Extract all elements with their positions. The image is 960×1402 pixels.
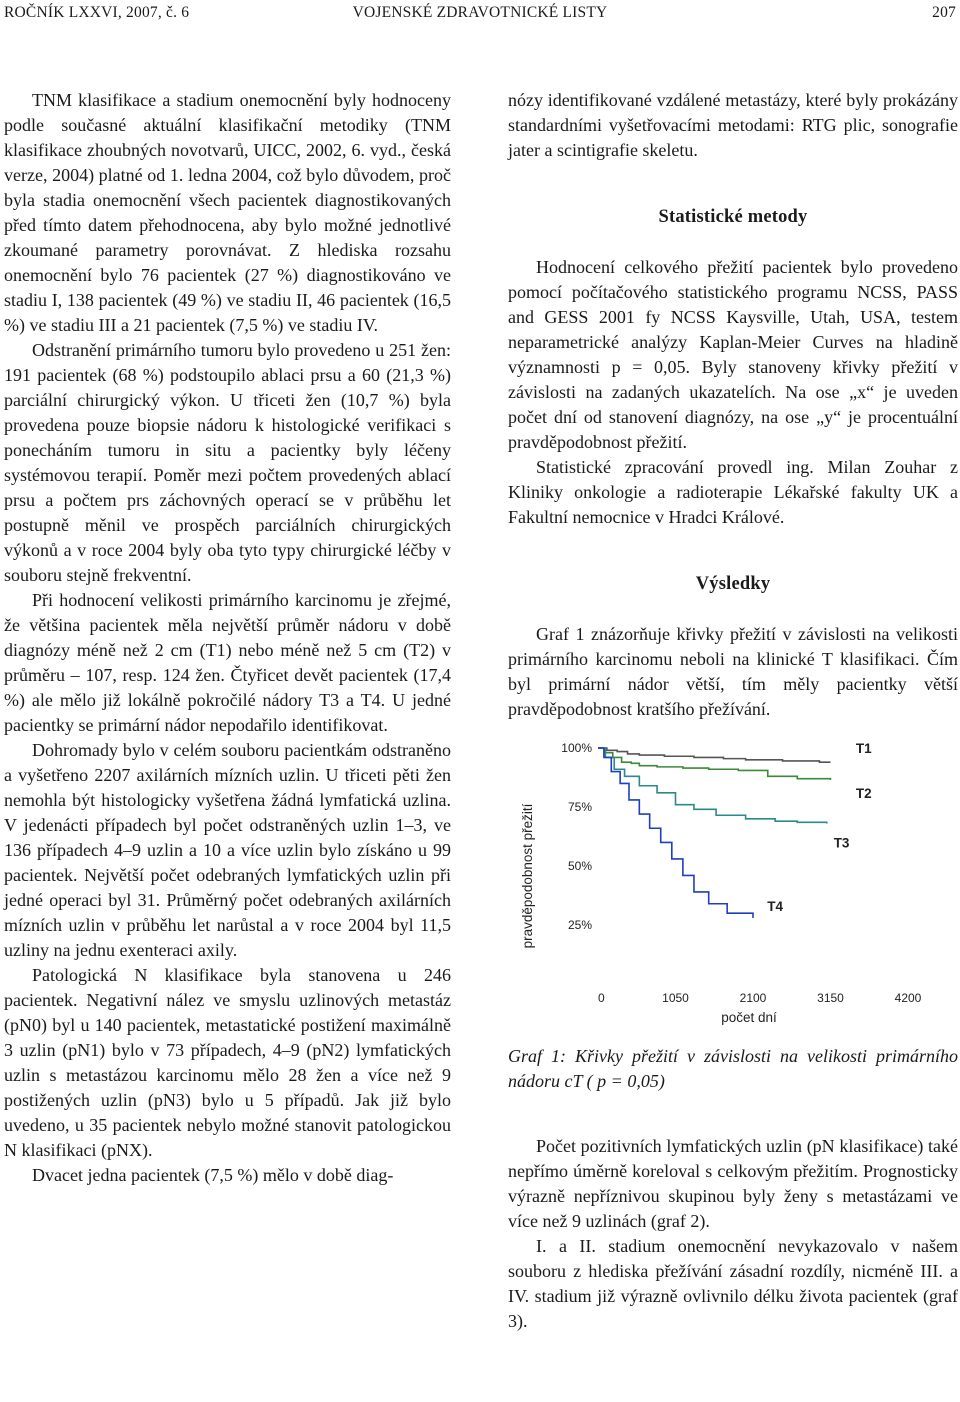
paragraph-metastases-start: Dvacet jedna pacientek (7,5 %) mělo v době diag- bbox=[32, 1165, 394, 1185]
paragraph-tnm: TNM klasifikace a stadium onemocnění byly hodnoceny podle současné aktuální klasifikační metodiky (TNM klasifikace zhoubných novotvarů, UICC, 2002, 6. vyd., česká verze, 2004) platné od 1. ledna 2004, což bylo důvodem, proč byla stadia onemocnění všech pacientek diagnostikovaných před tímto datem přehodnocena, aby bylo možné jednotlivé zkoumané parametry porovnávat. Z hlediska rozsahu onemocnění bylo 76 pacientek (27 %) diagnostikováno ve stadiu I, 138 pacientek (49 %) ve stadiu II, 46 pacientek (16,5 %) ve stadiu III a 21 pacientek (7,5 %) ve stadiu IV. bbox=[4, 90, 451, 335]
x-tick-label: 1050 bbox=[662, 991, 689, 1005]
y-axis-title: pravděpodobnost přežití bbox=[520, 803, 535, 949]
x-tick-label: 4200 bbox=[894, 991, 922, 1005]
paragraph-lymph-nodes: Dohromady bylo v celém souboru pacientkám odstraněno a vyšetřeno 2207 axilárních mízních uzlin. U třiceti pěti žen nemohla být histologicky vyšetřena žádná lymfatická uzlina. V jedenácti případech byl počet odstraněných uzlin 1–3, ve 136 případech 4–9 uzlin a 10 a více uzlin bylo získáno u 99 pacientek. Největší počet odebraných lymfatických uzlin při jedné operaci byl 31. Průměrný počet odebraných axilárních mízních uzlin v průběhu let narůstal a v roce 2004 byl 11,5 uzliny na jednu exenteraci axily. bbox=[4, 740, 451, 960]
paragraph-statistics-methods: Hodnocení celkového přežití pacientek bylo provedeno pomocí počítačového statistického programu NCSS, PASS and GESS 2001 fy NCSS Kaysville, Utah, USA, testem neparametrické analýzy Kaplan-Meier Curves na hladině významnosti p = 0,05. Byly stanoveny křivky přežití v závislosti na zadaných ukazatelích. Na ose „x“ je uveden počet dní od stanovení diagnózy, na ose „y“ je procentuální pravděpodobnost přežití. bbox=[508, 257, 958, 452]
paragraph-metastases-continued: nózy identifikované vzdálené metastázy, které byly prokázány standardními vyšetřovacími metodami: RTG plic, sonografie jater a scintigrafie skeletu. bbox=[508, 90, 958, 160]
paragraph-statistics-credit: Statistické zpracování provedl ing. Milan Zouhar z Kliniky onkologie a radioterapie Lékařské fakulty UK a Fakultní nemocnice v Hradci Králové. bbox=[508, 457, 958, 527]
survival-curve-t1 bbox=[598, 748, 831, 762]
x-tick-label: 3150 bbox=[817, 991, 844, 1005]
x-axis-title: počet dní bbox=[721, 1010, 777, 1025]
series-label-t3: T3 bbox=[833, 835, 850, 851]
paragraph-surgery: Odstranění primárního tumoru bylo provedeno u 251 žen: 191 pacientek (68 %) podstoupilo ablaci prsu a 60 (21,3 %) parciální chirurgický výkon. U třiceti žen (10,7 %) byla provedena pouze biopsie nádoru k histologické verifikaci s ponecháním tumoru in situ a pacientky byly léčeny systémovou terapií. Poměr mezi počtem provedených ablací prsu a počtem prs záchovných operací se v průběhu let postupně měnil ve prospěch parciálních chirurgických výkonů a v roce 2004 byly oba tyto typy chirurgické léčby v souboru stejně frekventní. bbox=[4, 340, 451, 585]
x-tick-label: 2100 bbox=[739, 991, 767, 1005]
survival-curve-t4 bbox=[598, 748, 753, 918]
section-title-results: Výsledky bbox=[695, 574, 771, 594]
y-tick-label: 25% bbox=[567, 918, 592, 932]
running-header bbox=[0, 0, 960, 30]
section-title-statistics: Statistické metody bbox=[658, 207, 808, 227]
y-tick-label: 100% bbox=[561, 741, 592, 755]
paragraph-stages: I. a II. stadium onemocnění nevykazovalo v našem souboru z hlediska přežívání zásadní rozdíly, nicméně III. a IV. stadium již výrazně ovlivnilo délku života pacientek (graf 3). bbox=[508, 1236, 958, 1331]
header-volume: ROČNÍK LXXVI, 2007, č. 6 bbox=[4, 4, 190, 21]
y-tick-label: 75% bbox=[567, 800, 592, 814]
series-label-t4: T4 bbox=[767, 899, 784, 915]
paragraph-results: Graf 1 znázorňuje křivky přežití v závislosti na velikosti primárního karcinomu neboli na klinické T klasifikaci. Čím byl primární nádor větší, tím měly pacientky větší pravděpodobnost kratšího přežívání. bbox=[508, 624, 958, 719]
header-journal-title: VOJENSKÉ ZDRAVOTNICKÉ LISTY bbox=[352, 4, 608, 21]
header-page-number: 207 bbox=[932, 4, 956, 21]
left-column bbox=[4, 88, 451, 1188]
survival-curve-t2 bbox=[598, 748, 831, 780]
survival-curve-t3 bbox=[598, 748, 827, 824]
paragraph-n-classification: Patologická N klasifikace byla stanovena u 246 pacientek. Negativní nález ve smyslu uzlinových metastáz (pN0) byl u 140 pacientek, metastatické postižení maximálně 3 uzlin (pN1) bylo v 73 případech, 4–9 (pN2) lymfatických uzlin s metastázou karcinomu mělo 28 žen a více než 9 postižených uzlin (pN3) bylo u 5 případů. Jak již bylo uvedeno, u 35 pacientek nebylo možné stanovit patologickou N klasifikaci (pNX). bbox=[4, 965, 451, 1160]
series-label-t1: T1 bbox=[855, 741, 872, 756]
survival-chart bbox=[508, 734, 958, 1044]
right-column bbox=[508, 88, 958, 1334]
survival-chart-svg bbox=[508, 734, 958, 1044]
paragraph-pn-classification: Počet pozitivních lymfatických uzlin (pN klasifikace) také nepřímo úměrně koreloval s celkovým přežitím. Prognosticky výrazně nepříznivou skupinou byly ženy s metastázami ve více než 9 uzlinách (graf 2). bbox=[508, 1136, 958, 1231]
series-label-t2: T2 bbox=[855, 785, 872, 801]
paragraph-tumor-size: Při hodnocení velikosti primárního karcinomu je zřejmé, že většina pacientek měla největší průměr nádoru v době diagnózy méně než 2 cm (T1) nebo méně než 5 cm (T2) v průměru – 107, resp. 124 žen. Čtyřicet devět pacientek (17,4 %) ale mělo již lokálně pokročilé nádory T3 a T4. U jedné pacientky se primární nádor nepodařilo identifikovat. bbox=[4, 590, 451, 735]
x-tick-label: 0 bbox=[598, 991, 605, 1005]
chart-caption: Graf 1: Křivky přežití v závislosti na velikosti primárního nádoru cT ( p = 0,05) bbox=[508, 1046, 958, 1091]
y-tick-label: 50% bbox=[567, 859, 592, 873]
